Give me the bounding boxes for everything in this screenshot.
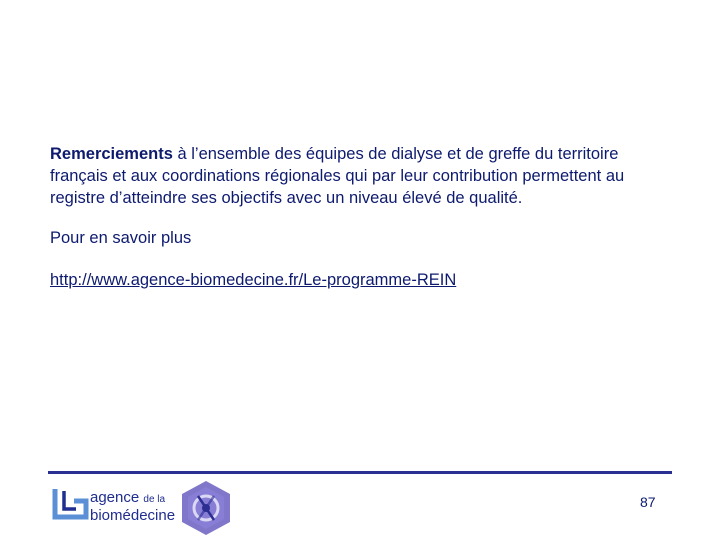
more-info-label: Pour en savoir plus — [50, 229, 192, 247]
logo-line2: biomédecine — [90, 507, 176, 524]
acknowledgement-text: à l’ensemble des équipes de dialyse et de greffe du territoire français et aux coordinations régionales qui par leur contribution permettent au registre d’atteindre ses objectifs avec un niveau élevé de qualité. — [50, 145, 625, 207]
agence-biomedecine-logo-icon — [52, 487, 92, 523]
rein-program-link[interactable]: http://www.agence-biomedecine.fr/Le-programme-REIN — [50, 271, 457, 289]
logo-wordmark — [90, 490, 175, 524]
logo-line1: agence — [90, 489, 140, 506]
logo-line1-small: de la — [143, 494, 166, 505]
acknowledgement-paragraph — [50, 143, 650, 209]
acknowledgement-heading: Remerciements — [50, 145, 173, 163]
molecule-emblem-icon — [176, 478, 236, 538]
page-number: 87 — [640, 494, 656, 510]
footer-divider — [48, 471, 672, 474]
slide-body — [50, 143, 650, 291]
